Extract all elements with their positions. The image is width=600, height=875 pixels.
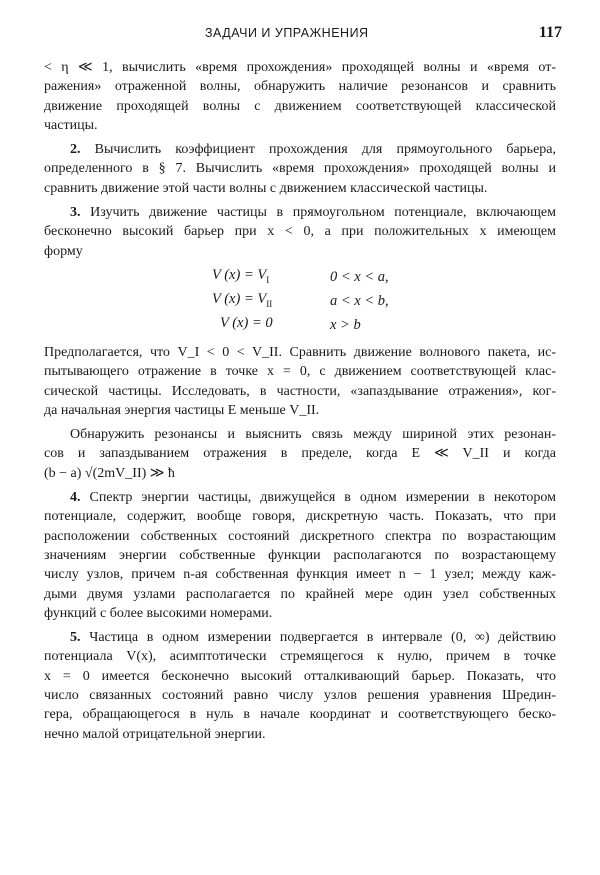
problem-3-continued: [44, 343, 556, 420]
text-line: определенного в § 7. Вычислить «время прохождения» проходящей волны и: [44, 161, 556, 177]
text-line: (b − a) √(2mV_II) ≫ ħ: [44, 465, 175, 481]
text-line: пытывающего отражение в точке x = 0, с движением соответствующей клас-: [44, 364, 556, 380]
text-line: потенциала V(x), асимптотически стремящегося к нулю, причем в точке: [44, 649, 556, 665]
text-line: значениям энергии собственные функции располагаются по возрастающему: [44, 547, 556, 563]
equation-row: [44, 290, 556, 314]
problem-number: 3.: [70, 205, 81, 221]
equation-row: [44, 314, 556, 338]
text-line: да начальная энергия частицы E меньше V_II.: [44, 402, 320, 418]
text-line: нечно малой отрицательной энергии.: [44, 726, 266, 742]
potential-equations: [44, 266, 556, 338]
text-line: сов и запаздыванием отражения в пределе, когда E ≪ V_II и когда: [44, 446, 556, 462]
problem-4: [44, 488, 556, 623]
text-line: потенциале, содержит, вообще говоря, дискретную часть. Показать, что при: [44, 509, 556, 525]
text-line: функций с более высокими номерами.: [44, 605, 273, 621]
text-line: форму: [44, 243, 83, 259]
text-line: частицы.: [44, 117, 98, 133]
text-line: сической частицы. Исследовать, в частности, «запаздывание отражения», ког-: [44, 383, 556, 399]
problem-5: [44, 628, 556, 744]
page-body: [44, 58, 556, 749]
text-line: Обнаружить резонансы и выяснить связь между шириной этих резонан-: [70, 427, 556, 443]
text-line: x = 0 имеется бесконечно высокий отталкивающий барьер. Показать, что: [44, 668, 556, 684]
equation-row: [44, 266, 556, 290]
text-line: дыми двумя узлами располагается по крайней мере один узел собственных: [44, 586, 556, 602]
equation-subscript: I: [266, 274, 270, 285]
problem-number: 2.: [70, 142, 81, 158]
text-line: число связанных состояний равно числу узлов решения уравнения Шредин-: [44, 688, 556, 704]
running-title: ЗАДАЧИ И УПРАЖНЕНИЯ: [205, 26, 369, 40]
text-line: гера, обращающегося в нуль в начале координат и соответствующего беско-: [44, 707, 556, 723]
text-line: Предполагается, что V_I < 0 < V_II. Сравнить движение волнового пакета, ис-: [44, 344, 556, 360]
problem-3-resonances: [44, 425, 556, 483]
text-line: ражения» отраженной волны, обнаружить наличие резонансов и сравнить: [44, 79, 556, 95]
equation-lhs: V (x) = V: [212, 290, 267, 307]
text-line: числу узлов, причем n-ая собственная функция имеет n − 1 узел; между каж-: [44, 567, 556, 583]
text-line: расположении собственных состояний дискретного спектра по возрастающим: [44, 528, 556, 544]
problem-number: 5.: [70, 630, 81, 646]
equation-lhs: V (x) = V: [212, 266, 267, 283]
equation-subscript: II: [266, 298, 273, 309]
text-line: бесконечно высокий барьер при x < 0, а при положительных x имеющем: [44, 224, 556, 240]
problem-3: [44, 203, 556, 261]
page-number: 117: [538, 24, 562, 41]
text-line: Изучить движение частицы в прямоугольном потенциале, включающем: [80, 205, 556, 221]
equation-condition: a < x < b,: [330, 293, 389, 310]
page-header: [0, 24, 600, 44]
equation-condition: x > b: [330, 317, 361, 334]
text-line: Вычислить коэффициент прохождения для прямоугольного барьера,: [80, 142, 556, 158]
equation-condition: 0 < x < a,: [330, 269, 389, 286]
text-line: движение проходящей волны с движением соответствующей классической: [44, 98, 556, 114]
equation-lhs: V (x) = 0: [220, 314, 273, 331]
text-line: Частица в одном измерении подвергается в интервале (0, ∞) действию: [80, 630, 556, 646]
paragraph-1-continuation: [44, 58, 556, 135]
problem-number: 4.: [70, 490, 81, 506]
problem-2: [44, 140, 556, 198]
text-line: сравнить движение этой части волны с движением классической частицы.: [44, 180, 488, 196]
text-line: Спектр энергии частицы, движущейся в одном измерении в некотором: [80, 490, 556, 506]
text-line: < η ≪ 1, вычислить «время прохождения» проходящей волны и «время от-: [44, 60, 556, 75]
